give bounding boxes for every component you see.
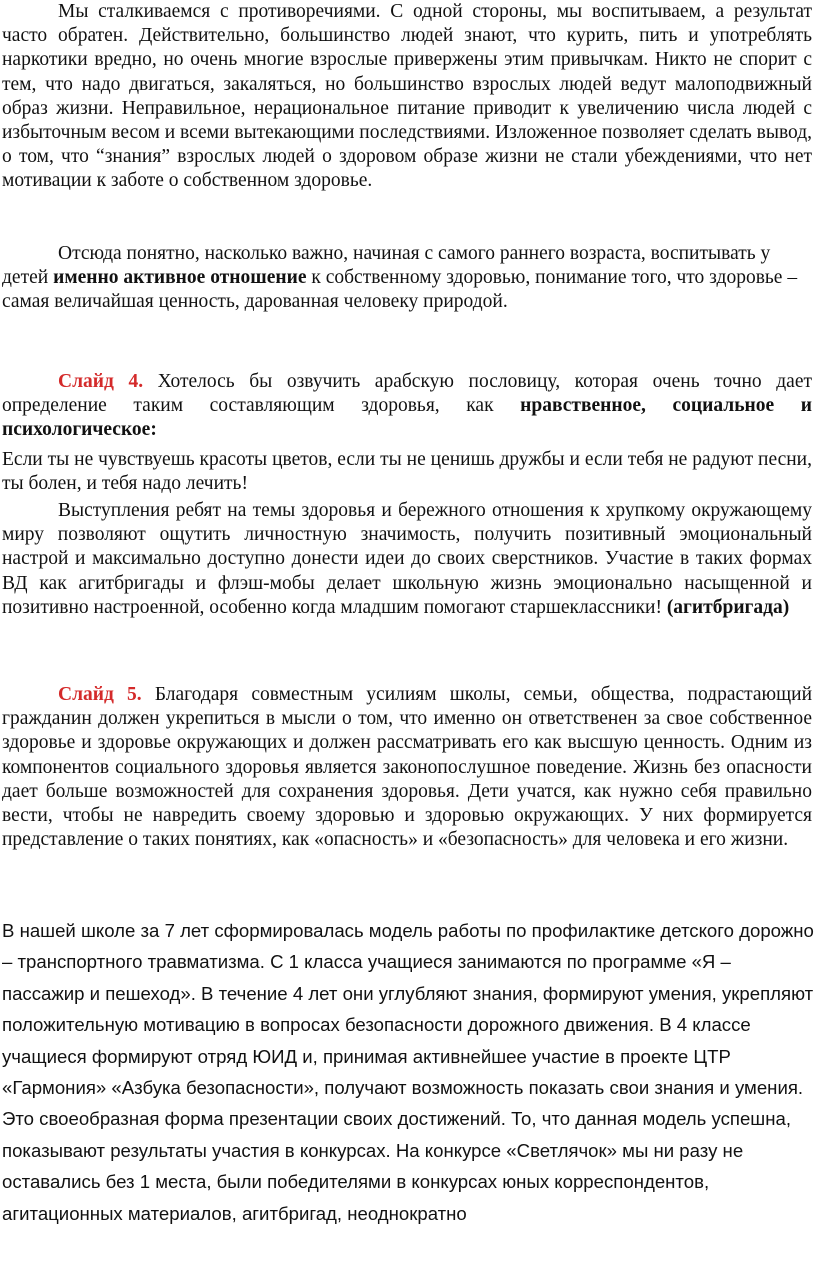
- arabic-proverb: Если ты не чувствуешь красоты цветов, если ты не ценишь дружбы и если тебя не радуют песни, ты болен, и тебя надо лечить!: [2, 449, 812, 495]
- bold-phrase: нравственное, социальное и психологическое:: [2, 395, 812, 441]
- paragraph-active-attitude: [2, 242, 812, 315]
- bold-phrase: именно активное отношение: [53, 267, 307, 289]
- paragraph-text: Отсюда понятно, насколько важно, начиная с самого раннего возраста, воспитывать у детей: [2, 243, 771, 289]
- slide-4-paragraph: [2, 370, 812, 443]
- slide-4-label: Слайд 4.: [58, 371, 144, 392]
- slide-5-label: Слайд 5.: [58, 684, 142, 705]
- paragraph-text: к собственному здоровью, понимание того, что здоровье – самая величайшая ценность, дарованная человеку природой.: [2, 267, 798, 313]
- paragraph-performances: [2, 499, 812, 620]
- bold-phrase: (агитбригада): [666, 596, 790, 618]
- paragraph-text: Выступления ребят на темы здоровья и бережного отношения к хрупкому окружающему миру позволяют ощутить личностную значимость, получить позитивный эмоциональный настрой и максимально доступно донести идеи до своих сверстников. Участие в таких формах ВД как агитбригады и флэш-мобы делает школьную жизнь эмоционально насыщенной и позитивно настроенной, особенно когда младшим помогают старшеклассники!: [2, 500, 812, 618]
- paragraph-text: Благодаря совместным усилиям школы, семьи, общества, подрастающий гражданин должен укрепиться в мысли о том, что именно он ответственен за свое собственное здоровье и здоровье окружающих и должен рассматривать его как высшую ценность. Одним из компонентов социального здоровья является законопослушное поведение. Жизнь без опасности дает больше возможностей для сохранения здоровья. Дети учатся, как нужно себя правильно вести, чтобы не навредить своему здоровью и здоровью окружающих. У них формируется представление о таких понятиях, как «опасность» и «безопасность» для человека и его жизни.: [2, 684, 813, 851]
- paragraph-school-model: В нашей школе за 7 лет сформировалась модель работы по профилактике детского дорожно – транспортного травматизма. С 1 класса учащиеся занимаются по программе «Я – пассажир и пешеход». В течение 4 лет они углубляют знания, формируют умения, укрепляют положительную мотивацию в вопросах безопасности дорожного движения. В 4 классе учащиеся формируют отряд ЮИД и, принимая активнейшее участие в проекте ЦТР «Гармония» «Азбука безопасности», получают возможность показать свои знания и умения. Это своеобразная форма презентации своих достижений. То, что данная модель успешна, показывают результаты участия в конкурсах. На конкурсе «Светлячок» мы ни разу не оставались без 1 места, были победителями в конкурсах юных корреспондентов, агитационных материалов, агитбригад, неоднократно: [2, 920, 814, 1224]
- paragraph-contradictions: Мы сталкиваемся с противоречиями. С одной стороны, мы воспитываем, а результат часто обратен. Действительно, большинство людей знают, что курить, пить и употреблять наркотики вредно, но очень многие взрослые привержены этим привычкам. Никто не спорит с тем, что надо двигаться, закаляться, но большинство взрослых людей ведут малоподвижный образ жизни. Неправильное, нерациональное питание приводит к увеличению числа людей с избыточным весом и всеми вытекающими последствиями. Изложенное позволяет сделать вывод, о том, что “знания” взрослых людей о здоровом образе жизни не стали убеждениями, что нет мотивации к заботе о собственном здоровье.: [2, 1, 813, 192]
- slide-5-paragraph: [2, 683, 812, 852]
- paragraph-text: Хотелось бы озвучить арабскую пословицу, которая очень точно дает определение таким составляющим здоровья, как: [2, 371, 812, 417]
